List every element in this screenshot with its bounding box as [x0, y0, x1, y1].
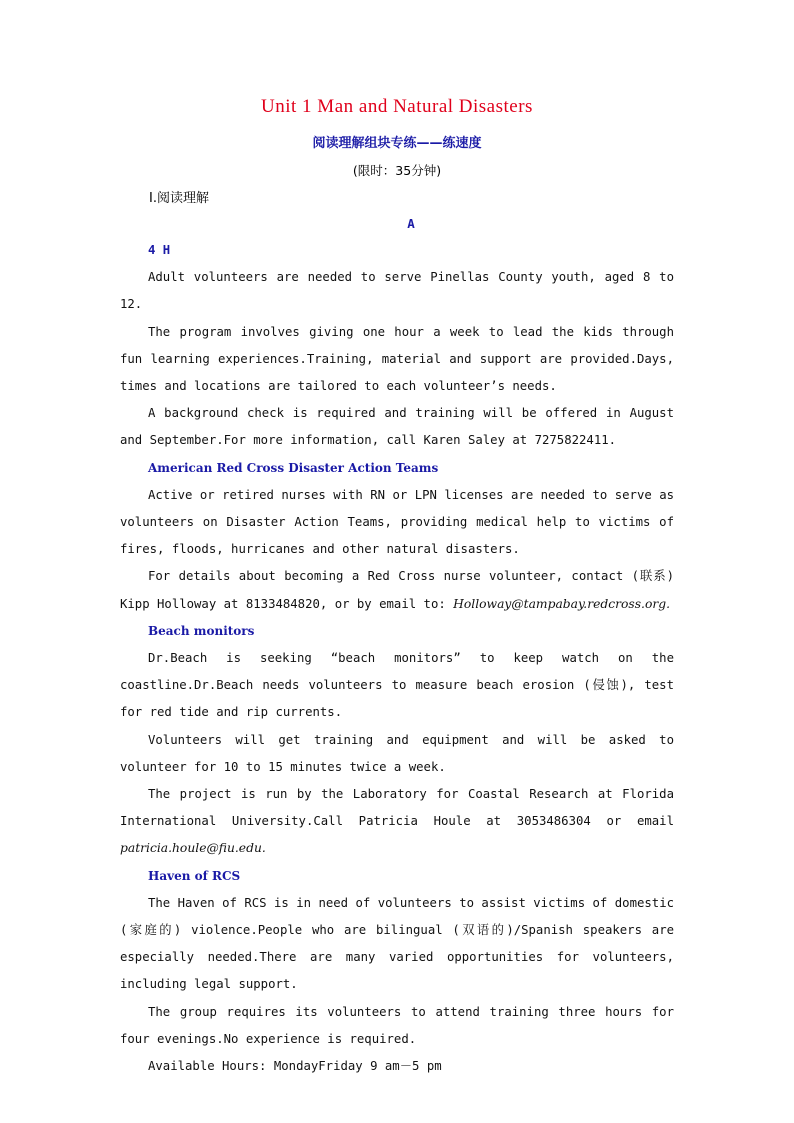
paragraph: The group requires its volunteers to attend training three hours for four evenings.No experience is required. — [120, 1004, 674, 1046]
paragraph: Volunteers will get training and equipment and will be asked to volunteer for 10 to 15 minutes twice a week. — [120, 732, 674, 774]
ad-heading-haven-of-rcs: Haven of RCS — [148, 868, 241, 883]
document-subtitle: 阅读理解组块专练——练速度 — [312, 136, 482, 151]
ad-heading-beach-monitors: Beach monitors — [148, 623, 255, 638]
paragraph: Adult volunteers are needed to serve Pinellas County youth, aged 8 to 12. — [120, 270, 674, 312]
paragraph: The Haven of RCS is in need of volunteers to assist victims of domestic (家庭的) violence.People who are bilingual (双语的)/Spanish speakers are especially needed.There are many varied opportunities for volunteers, including legal support. — [120, 895, 674, 992]
contact-text: The project is run by the Laboratory for Coastal Research at Florida International University.Call Patricia Houle at 3053486304 or email — [120, 787, 674, 829]
paragraph: The program involves giving one hour a week to lead the kids through fun learning experiences.Training, material and support are provided.Days, times and locations are tailored to each volunteer’s needs. — [120, 324, 674, 394]
time-limit: (限时：35分钟) — [352, 163, 442, 178]
ad-heading-4h: 4 H — [148, 243, 171, 257]
document-title: Unit 1 Man and Natural Disasters — [261, 96, 533, 117]
ad-heading-red-cross: American Red Cross Disaster Action Teams — [148, 460, 439, 475]
contact-paragraph — [120, 563, 674, 617]
paragraph: A background check is required and training will be offered in August and September.For more information, call Karen Saley at 7275822411. — [120, 406, 674, 448]
paragraph: Active or retired nurses with RN or LPN licenses are needed to serve as volunteers on Disaster Action Teams, providing medical help to victims of fires, floods, hurricanes and other natural disasters. — [120, 487, 674, 557]
paragraph: Available Hours: MondayFriday 9 am－5 pm — [148, 1059, 442, 1074]
passage-letter: A — [407, 216, 415, 231]
email-link[interactable]: Holloway@tampabay.redcross.org. — [453, 596, 671, 611]
contact-paragraph — [120, 781, 674, 863]
section-heading: Ⅰ.阅读理解 — [149, 191, 209, 206]
contact-text: For details about becoming a Red Cross nurse volunteer, contact (联系) Kipp Holloway at 8133484820, or by email to: — [120, 569, 674, 611]
passage-body — [120, 237, 674, 1080]
paragraph: Dr.Beach is seeking “beach monitors” to keep watch on the coastline.Dr.Beach needs volunteers to measure beach erosion (侵蚀), test for red tide and rip currents. — [120, 651, 674, 720]
email-link[interactable]: patricia.houle@fiu.edu. — [120, 841, 266, 856]
